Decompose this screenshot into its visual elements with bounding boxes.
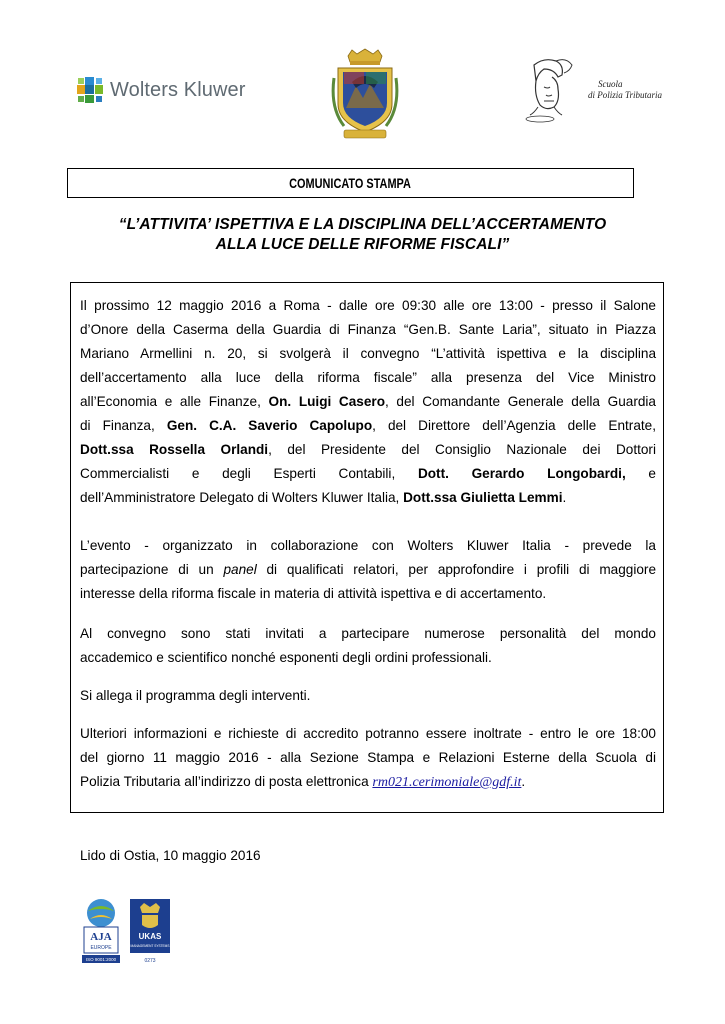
p2-l2-rest: di qualificati relatori, per approfondire i profili di maggiore [256,562,657,577]
p1-l7-rest: , del Presidente del Consiglio Nazionale dei Dottori [268,442,656,457]
wolters-kluwer-logo [76,72,246,108]
p1-line-5 [80,390,656,414]
p1-l6-text: di Finanza, [80,418,167,433]
email-link[interactable]: rm021.cerimoniale@gdf.it [372,775,522,790]
p1-line-3: Mariano Armellini n. 20, si svolgerà il convegno “L’attività ispettiva e la disciplina [80,346,656,361]
p2-line-1: L’evento - organizzato in collaborazione con Wolters Kluwer Italia - prevede la [80,538,656,553]
place-and-date: Lido di Ostia, 10 maggio 2016 [80,848,261,863]
p1-l8-rest: e [625,466,656,481]
p1-line-4: dell’accertamento alla luce della riforma fiscale” alla presenza del Vice Ministro [80,370,656,385]
p3-line-1: Al convegno sono stati invitati a partecipare numerose personalità del mondo [80,626,656,641]
p5-line-2: del giorno 11 maggio 2016 - alla Sezione Stampa e Relazioni Esterne della Scuola di [80,750,656,765]
paragraph-contact [80,722,656,794]
p5-l3-rest: . [521,774,526,789]
aja-sub-label: EUROPE [90,945,112,951]
p4-line-1: Si allega il programma degli interventi. [80,688,311,703]
panel-word: panel [223,562,257,577]
name-rossella-orlandi: Dott.ssa Rossella Orlandi [80,442,269,457]
ukas-number: 0273 [144,958,156,964]
p1-line-7 [80,438,656,462]
p1-line-9 [80,486,656,510]
p3-line-2: accademico e scientifico nonché esponenti degli ordini professionali. [80,650,492,665]
name-gerardo-longobardi: Dott. Gerardo Longobardi, [417,466,626,481]
p2-line-3: interesse della riforma fiscale in materia di attività ispettiva e di accertamento. [80,586,547,601]
scuola-polizia-tributaria-logo [514,55,663,125]
name-saverio-capolupo: Gen. C.A. Saverio Capolupo [166,418,373,433]
p5-line-3 [80,770,656,794]
warrior-head-icon [514,55,584,125]
p1-l9-rest: . [562,490,567,505]
p1-l6-rest: , del Direttore dell’Agenzia delle Entrate, [372,418,656,433]
scuola-label: Scuola [598,79,623,89]
p1-line-8 [80,462,656,486]
ukas-certification-logo-icon [128,897,172,965]
press-release-heading-box [67,168,634,198]
title-line-1: “L’ATTIVITA’ ISPETTIVA E LA DISCIPLINA DELL’ACCERTAMENTO [118,216,607,233]
paragraph-announcement [80,294,656,510]
p2-line-2 [80,558,656,582]
p1-l8-text: Commercialisti e degli Esperti Contabili, [80,466,418,481]
p1-line-6 [80,414,656,438]
p1-l5-text: all’Economia e alle Finanze, [80,394,269,409]
p5-l3-text: Polizia Tributaria all’indirizzo di posta elettronica [80,774,373,789]
aja-cert-label: ISO 9001:2000 [85,957,117,962]
wolters-kluwer-name: Wolters Kluwer [110,78,246,101]
ukas-sub-label: MANAGEMENT SYSTEMS [130,944,170,948]
document-title [60,215,665,255]
name-luigi-casero: On. Luigi Casero [268,394,386,409]
p1-line-2: d’Onore della Caserma della Guardia di Finanza “Gen.B. Sante Laria”, situato in Piazza [80,322,656,337]
ukas-label: UKAS [138,932,162,941]
guardia-di-finanza-crest-icon [330,48,400,140]
aja-certification-logo-icon [80,897,122,965]
paragraph-invited [80,622,656,670]
p1-l5-rest: , del Comandante Generale della Guardia [385,394,656,409]
press-release-heading: COMUNICATO STAMPA [289,175,412,191]
title-line-2: ALLA LUCE DELLE RIFORME FISCALI” [215,236,510,253]
p2-l2-text: partecipazione di un [80,562,224,577]
paragraph-event [80,534,656,606]
aja-label: AJA [90,931,112,943]
wolters-kluwer-mark-icon [76,76,104,104]
name-giulietta-lemmi: Dott.ssa Giulietta Lemmi [403,490,563,505]
p1-l9-text: dell’Amministratore Delegato di Wolters Kluwer Italia, [80,490,404,505]
p1-line-1: Il prossimo 12 maggio 2016 a Roma - dalle ore 09:30 alle ore 13:00 - presso il Salone [80,298,656,313]
p5-line-1: Ulteriori informazioni e richieste di accredito potranno essere inoltrate - entro le ore 18:00 [80,726,656,741]
paragraph-attachment [80,684,656,708]
scuola-subtitle: di Polizia Tributaria [588,90,663,100]
